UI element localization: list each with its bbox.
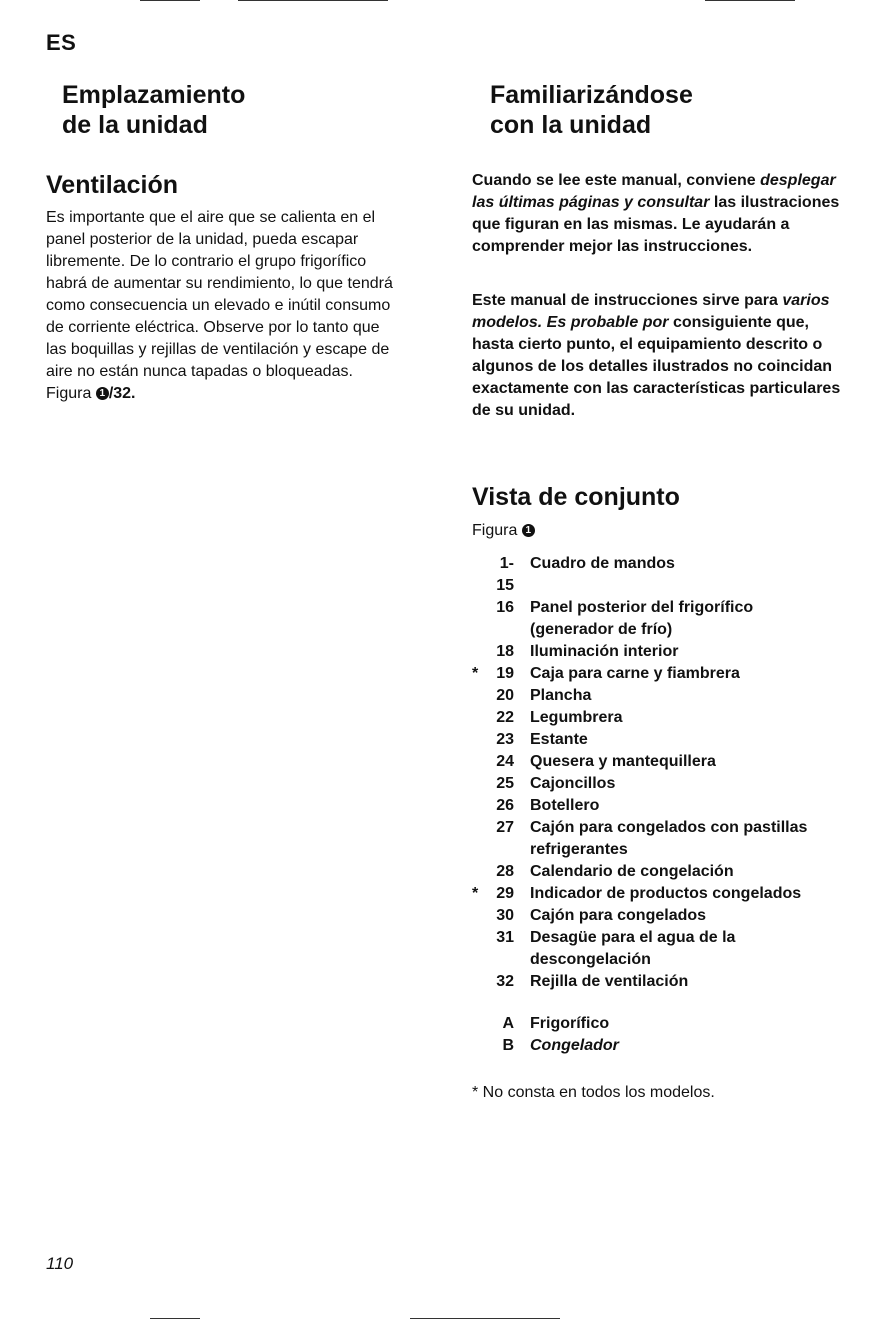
top-rule: [238, 0, 388, 1]
list-item-label: refrigerantes: [530, 841, 628, 858]
list-item: [472, 663, 872, 685]
figure-reference: [472, 520, 535, 542]
list-item: [472, 1035, 872, 1057]
list-item-label: Cajón para congelados: [530, 907, 707, 924]
list-item-number: 31: [496, 929, 514, 946]
list-item-label: Calendario de congelación: [530, 863, 734, 880]
top-rule: [140, 0, 200, 1]
list-item-number: [486, 949, 514, 971]
list-item-number: 18: [496, 643, 514, 660]
list-item-number: [486, 619, 514, 641]
list-item-number: 22: [496, 709, 514, 726]
figure-label: Figura: [472, 522, 518, 539]
list-item-number: 19: [496, 665, 514, 682]
top-rule: [705, 0, 795, 1]
list-item-number: B: [502, 1037, 514, 1054]
list-item-number: 26: [496, 797, 514, 814]
list-item-label: Rejilla de ventilación: [530, 973, 689, 990]
list-item-mark: [472, 1013, 486, 1035]
bottom-rule: [410, 1318, 560, 1319]
list-item-number: 1-15: [496, 555, 514, 594]
list-item: [472, 619, 872, 641]
list-item: [472, 729, 872, 751]
list-item-label: Cajoncillos: [530, 775, 616, 792]
intro1-part-c: las ilustraciones que figuran en las mismas. Le ayudarán a comprender mejor las instrucciones.: [472, 194, 840, 255]
list-item-mark: [472, 795, 486, 817]
list-item: [472, 861, 872, 883]
list-item-mark: [472, 1035, 486, 1057]
list-item-mark: [472, 971, 486, 993]
list-item-number: 20: [496, 687, 514, 704]
footnote: * No consta en todos los modelos.: [472, 1084, 715, 1101]
list-item: [472, 553, 872, 597]
list-item: [472, 971, 872, 993]
ventilation-paragraph: [46, 207, 396, 405]
list-item-mark: [472, 729, 486, 751]
ventilation-text: Es importante que el aire que se calienta en el panel posterior de la unidad, pueda escapar libremente. De lo contrario el grupo frigorífico habrá de aumentar su rendimiento, lo que tendrá como consecuencia un elevado e inútil consumo de corriente eléctrica. Observe por lo tanto que las boquillas y rejillas de ventilación y escape de aire no están nunca tapadas o bloqueadas. Figura: [46, 209, 393, 402]
list-item-label: Iluminación interior: [530, 643, 679, 660]
figure-number-icon: 1: [96, 387, 109, 400]
parts-list: [472, 553, 872, 1057]
language-code: ES: [46, 30, 77, 55]
list-item-number: 32: [496, 973, 514, 990]
list-item-mark: [472, 685, 486, 707]
list-item-label: Cuadro de mandos: [530, 555, 675, 572]
list-item-label: Congelador: [530, 1037, 619, 1054]
list-item: [472, 795, 872, 817]
list-item: [472, 685, 872, 707]
intro-paragraph-1: [472, 170, 842, 258]
list-item-mark: [472, 905, 486, 927]
list-item-number: 30: [496, 907, 514, 924]
intro2-part-c: consiguiente que, hasta cierto punto, el equipamiento descrito o algunos de los detalles ilustrados no coincidan exactamente con las características particulares de su unidad.: [472, 314, 841, 419]
list-item-label: Caja para carne y fiambrera: [530, 665, 740, 682]
list-item: [472, 773, 872, 795]
list-item-mark: [472, 949, 486, 971]
list-item-mark: [472, 861, 486, 883]
list-item-label: Plancha: [530, 687, 592, 704]
list-item-label: Quesera y mantequillera: [530, 753, 716, 770]
list-item-label: Frigorífico: [530, 1015, 610, 1032]
list-item-number: [486, 839, 514, 861]
figure-ref-suffix: /32.: [108, 385, 136, 402]
figure-number-icon: 1: [522, 524, 535, 537]
intro2-part-b: varios modelos. Es probable por: [472, 292, 830, 331]
list-item-label: Estante: [530, 731, 588, 748]
list-item-mark: [472, 707, 486, 729]
list-item-mark: [472, 751, 486, 773]
list-item-mark: [472, 773, 486, 795]
list-item-mark: [472, 641, 486, 663]
list-item-mark: [472, 927, 486, 949]
list-item-number: 28: [496, 863, 514, 880]
bottom-rule: [150, 1318, 200, 1319]
list-item-number: A: [502, 1015, 514, 1032]
section-title-placement: Emplazamiento de la unidad: [62, 81, 246, 139]
ventilation-heading: Ventilación: [46, 171, 178, 199]
list-item-number: 29: [496, 885, 514, 902]
list-item-label: Botellero: [530, 797, 600, 814]
list-item: [472, 641, 872, 663]
overview-heading: Vista de conjunto: [472, 483, 680, 511]
list-item-mark: *: [472, 885, 479, 902]
list-item-label: Cajón para congelados con pastillas: [530, 819, 808, 836]
list-item-number: 25: [496, 775, 514, 792]
list-item-number: 16: [496, 599, 514, 616]
list-item: [472, 905, 872, 927]
list-item: [472, 707, 872, 729]
list-item-number: 24: [496, 753, 514, 770]
intro1-part-a: Cuando se lee este manual, conviene: [472, 172, 756, 189]
intro2-part-a: Este manual de instrucciones sirve para: [472, 292, 778, 309]
list-item: [472, 839, 872, 861]
list-item: [472, 817, 872, 839]
list-item-label: Desagüe para el agua de la: [530, 929, 736, 946]
list-item: [472, 949, 872, 971]
list-item-label: (generador de frío): [530, 621, 673, 638]
list-item-label: Indicador de productos congelados: [530, 885, 802, 902]
list-item-label: Legumbrera: [530, 709, 623, 726]
list-item: [472, 751, 872, 773]
page-number: 110: [46, 1254, 74, 1273]
list-item: [472, 927, 872, 949]
intro-paragraph-2: [472, 290, 842, 422]
list-item-mark: [472, 619, 486, 641]
list-item-mark: [472, 817, 486, 839]
list-item-mark: [472, 597, 486, 619]
list-item: [472, 883, 872, 905]
list-item-label: descongelación: [530, 951, 651, 968]
list-item-label: Panel posterior del frigorífico: [530, 599, 754, 616]
list-item: [472, 1013, 872, 1035]
list-item: [472, 597, 872, 619]
intro1-part-b: desplegar las últimas páginas y consultar: [472, 172, 836, 211]
list-item-number: 23: [496, 731, 514, 748]
section-title-familiarizing: Familiarizándose con la unidad: [490, 81, 693, 139]
list-item-mark: *: [472, 665, 479, 682]
list-item-number: 27: [496, 819, 514, 836]
list-item-mark: [472, 839, 486, 861]
list-item-mark: [472, 553, 486, 597]
